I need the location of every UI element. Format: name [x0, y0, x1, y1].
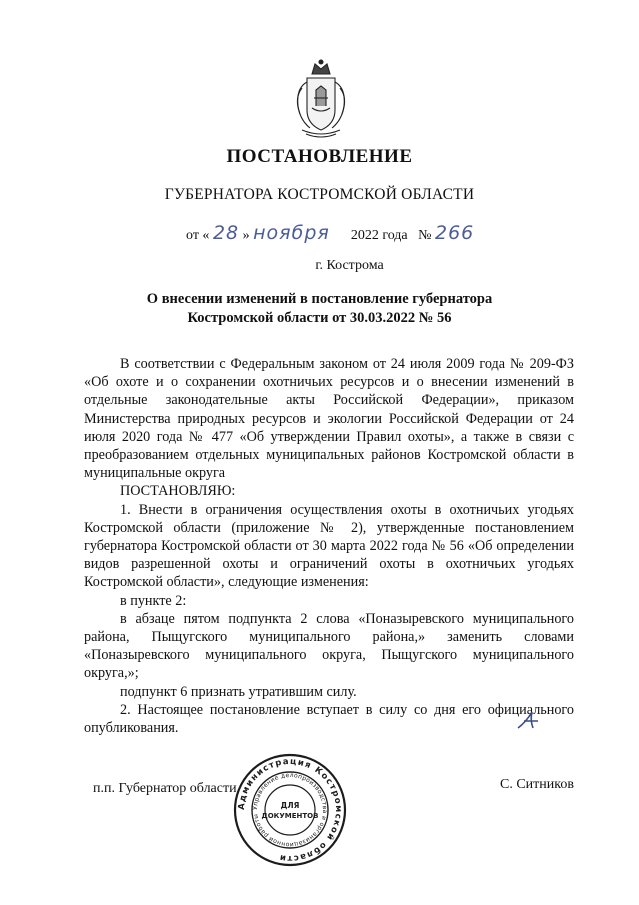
paragraph-point-2: в пункте 2:	[120, 592, 187, 609]
stamp-inner-text: Управление делопроизводства и организационной работы	[251, 771, 329, 849]
stamp-ring-text: Администрация Костромской области	[236, 756, 344, 864]
date-day: 28	[212, 222, 240, 244]
signature-title: п.п. Губернатор области	[93, 781, 237, 796]
date-mid: »	[242, 228, 250, 243]
paragraph-preamble: В соответствии с Федеральным законом от 24 июля 2009 года № 209-ФЗ «Об охоте и о сохранении охотничьих ресурсов и о внесении изменений в отдельные законодательные акты Российской Федерации», приказом Министерства природных ресурсов и экологии Российской Федерации от 24 июля 2020 года № 477 «Об утверждении Правил охоты», а также в связи с преобразованием отдельных муниципальных районов Костромской области в муниципальные округа	[84, 356, 574, 482]
coat-of-arms-icon	[290, 58, 352, 140]
document-body	[84, 355, 574, 737]
date-prefix: от «	[186, 228, 210, 243]
paragraph-subitem-2: в абзаце пятом подпункта 2 слова «Поназыревского муниципального района, Пыщугского муниципального района,» заменить словами «Поназыревского муниципального округа, Пыщугского муниципального округа,»;	[84, 610, 574, 682]
official-stamp-icon	[232, 752, 348, 868]
city: г. Кострома	[315, 258, 384, 273]
date-line	[186, 222, 474, 244]
document-heading	[0, 290, 639, 328]
number-label: №	[418, 228, 432, 243]
paragraph-subitem-6: подпункт 6 признать утратившим силу.	[120, 683, 357, 700]
document-subtitle: ГУБЕРНАТОРА КОСТРОМСКОЙ ОБЛАСТИ	[164, 186, 475, 203]
paragraph-item-1: 1. Внести в ограничения осуществления охоты в охотничьих угодьях Костромской области (приложение № 2), утвержденные постановлением губернатора Костромской области от 30 марта 2022 года № 56 «Об определении видов разрешенной охоты и ограничений охоты в охотничьих угодьях Костромской области», следующие изменения:	[84, 501, 574, 591]
document-number: 266	[435, 222, 475, 244]
paragraph-item-2: 2. Настоящее постановление вступает в силу со дня его официального опубликования.	[84, 701, 574, 737]
date-month: ноября	[253, 222, 330, 244]
stamp-center-line-1: ДЛЯ	[280, 801, 300, 810]
document-title: ПОСТАНОВЛЕНИЕ	[226, 146, 413, 167]
heading-line-1: О внесении изменений в постановление губернатора	[146, 291, 493, 307]
signature-name: С. Ситников	[500, 777, 574, 792]
svg-text:Управление делопроизводства и	[252, 772, 328, 848]
heading-line-2: Костромской области от 30.03.2022 № 56	[187, 310, 452, 326]
paragraph-resolve: ПОСТАНОВЛЯЮ:	[120, 483, 236, 500]
handwritten-mark-icon	[516, 708, 544, 730]
date-year: 2022 года	[350, 228, 408, 243]
stamp-center-line-2: ДОКУМЕНТОВ	[261, 812, 319, 820]
